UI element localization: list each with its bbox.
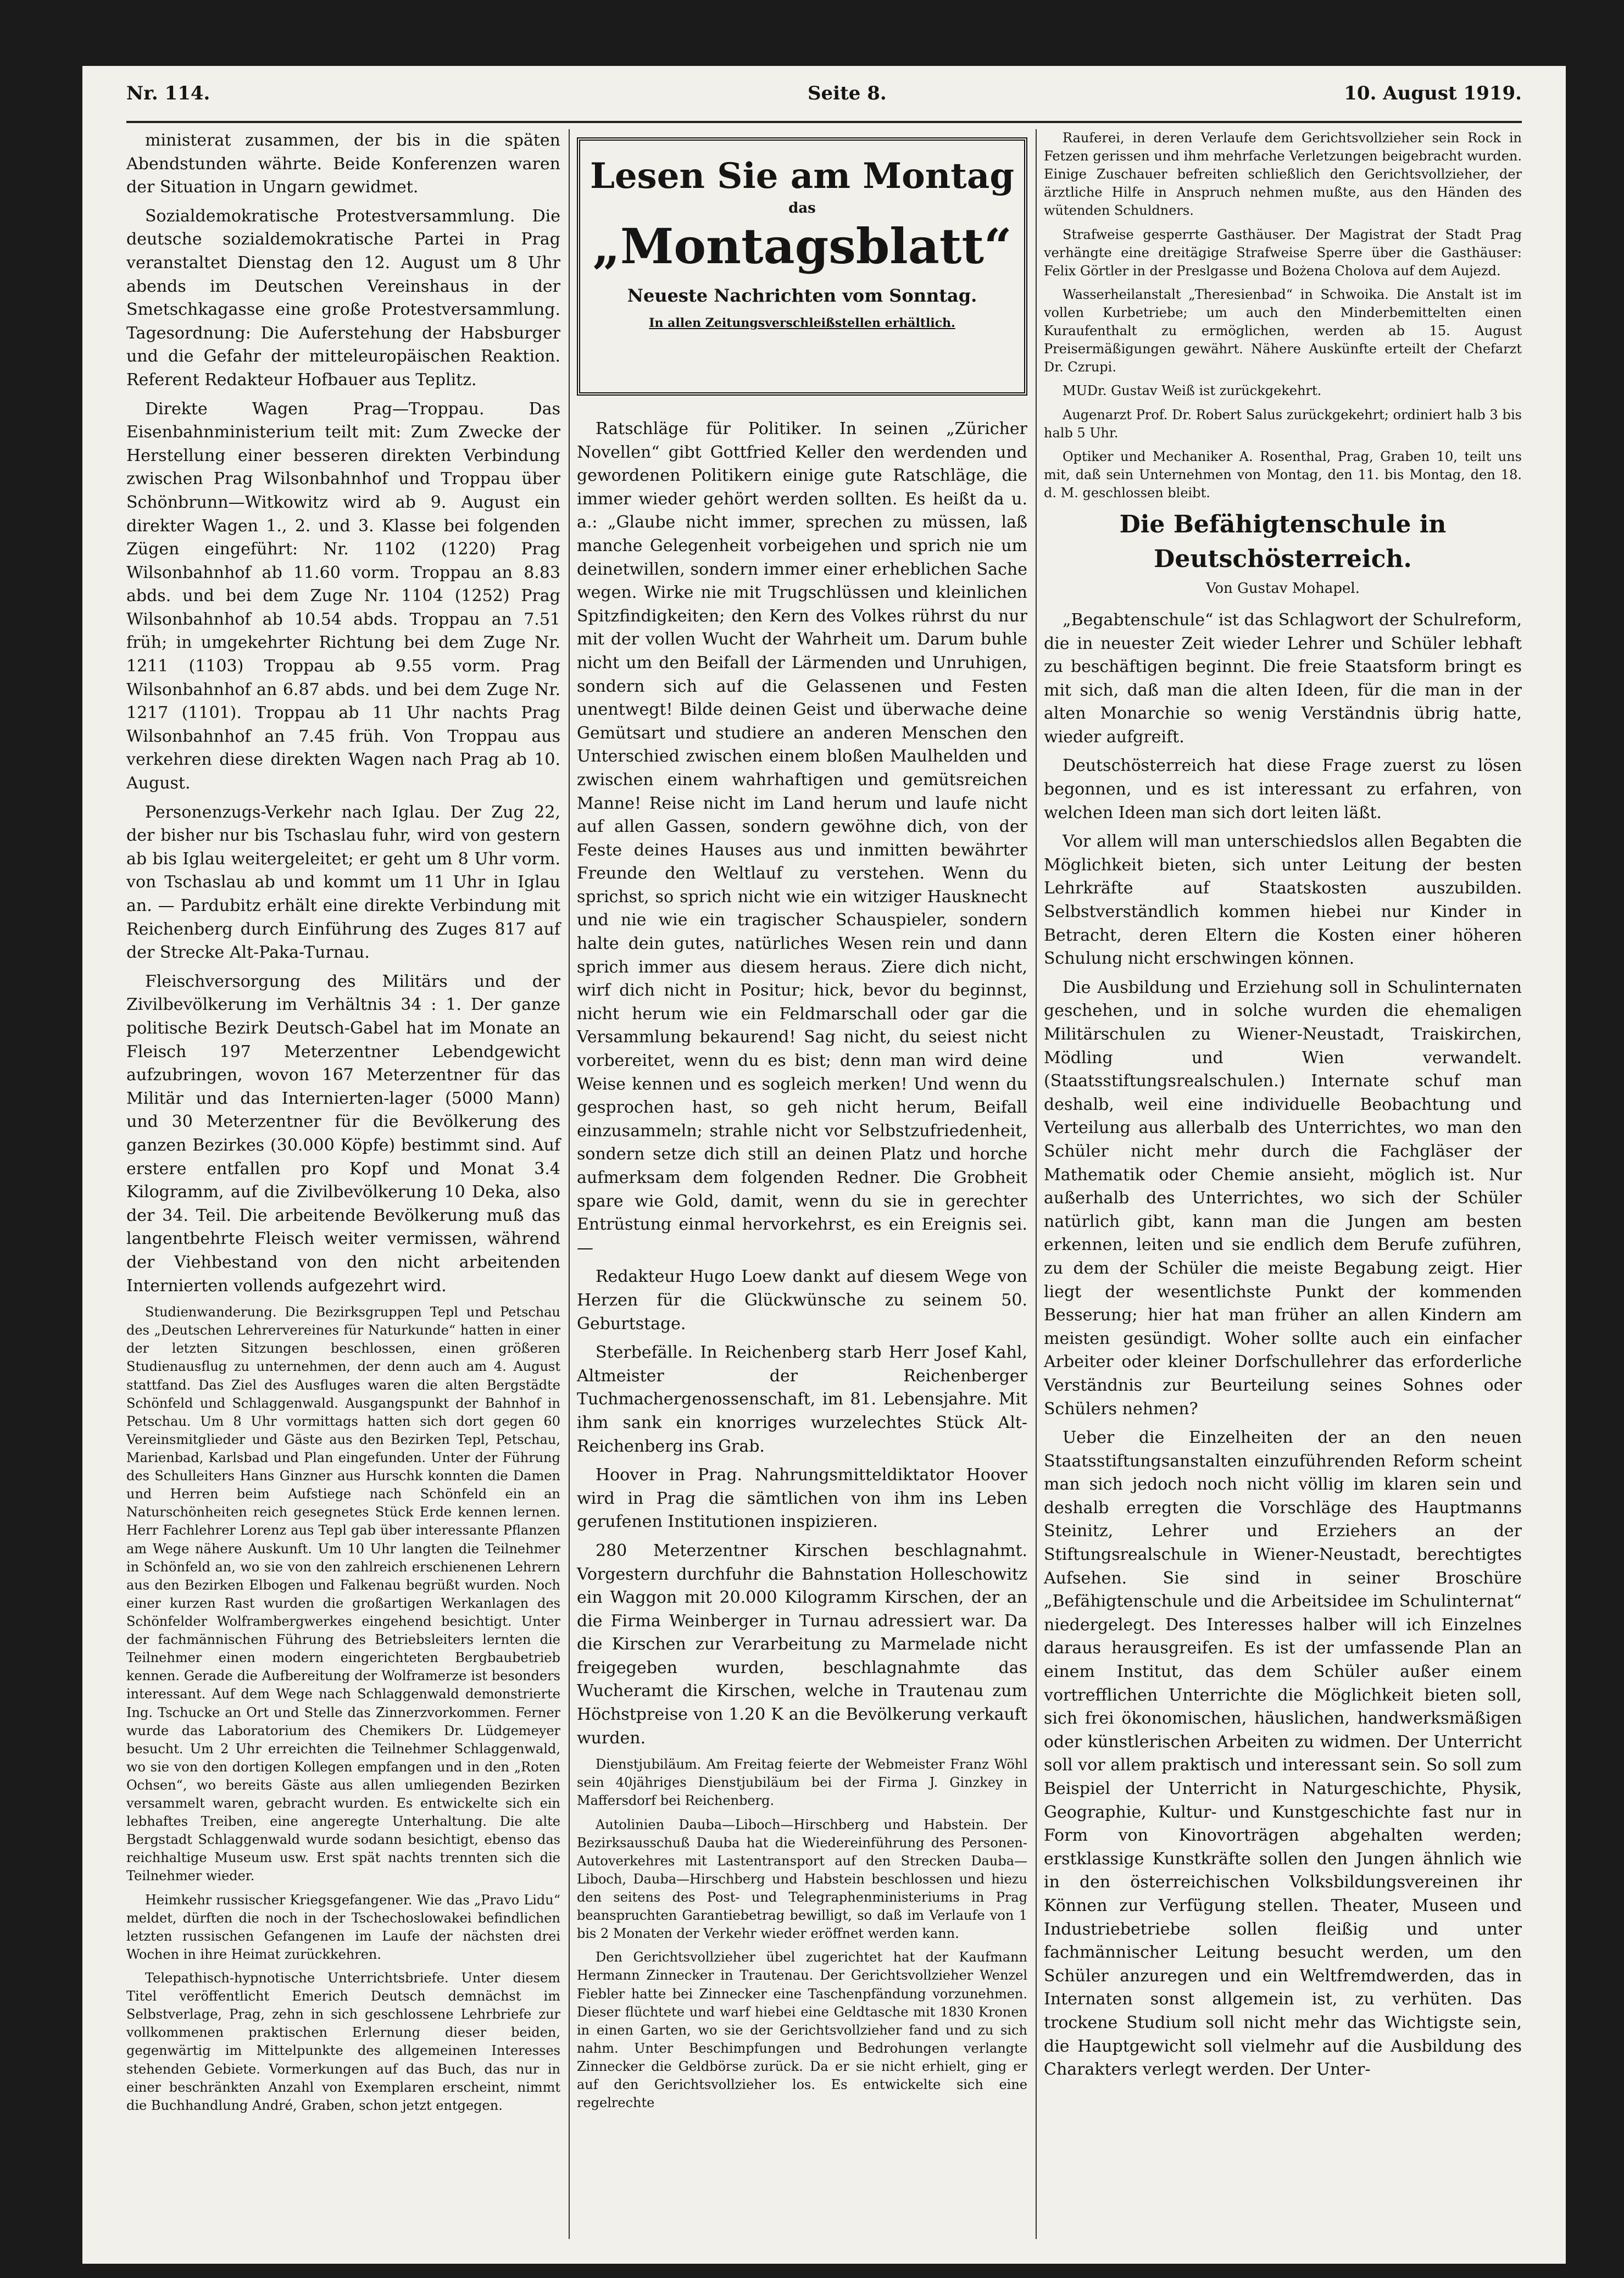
article-letters: Telepathisch-hypnotische Unterrichtsbriefe. Unter diesem Titel veröffentlicht Emerich Deutsch demnächst im Selbstverlage, Prag, zehn in sich geschlossene Lehrbriefe zur vollkommenen praktischen Erlernung dieser beiden, gegenwärtig im Mittelpunkte des allgemeinen Interesses stehenden Gebiete. Vormerkungen auf das Buch, das nur in einer beschränkten Anzahl von Exemplaren erscheint, nimmt die Buchhandlung André, Graben, schon jetzt entgegen. <box>126 1970 560 2113</box>
column-1 <box>126 129 560 2239</box>
issue-number: Nr. 114. <box>126 82 210 104</box>
page-header <box>126 82 1522 115</box>
article-hoover: Hoover in Prag. Nahrungsmitteldiktator Hoover wird in Prag die sämtlichen von ihm ins Leben gerufenen Institutionen inspizieren. <box>577 1465 1027 1532</box>
article-autolines: Autolinien Dauba—Liboch—Hirschberg und Habstein. Der Bezirksausschuß Dauba hat die Wiedereinführung des Personen-Autoverkehres mit Lastentransport auf den Strecken Dauba—Liboch, Dauba—Hirschberg und Habstein beschlossen und hiezu den seitens des Post- und Telegraphenministeriums in Prag beanspruchten Garantiebetrag bewilligt, so daß im Verlaufe von 1 bis 2 Monaten der Verkehr wieder eröffnet werden kann. <box>577 1816 1027 1942</box>
article-study-trip: Studienwanderung. Die Bezirksgruppen Tepl und Petschau des „Deutschen Lehrervereines für Naturkunde“ hatten in einer der letzten Sitzungen beschlossen, einen größeren Studienausflug zu unternehmen, der denn auch am 4. August stattfand. Das Ziel des Ausfluges waren die alten Bergstädte Schönfeld und Schlaggenwald. Ausgangspunkt der Bahnhof in Petschau. Um 8 Uhr vormittags hatten sich dort gegen 60 Vereinsmitglieder und Gäste aus den Bezirken Tepl, Petschau, Marienbad, Karlsbad und Plan eingefunden. Unter der Führung des Schulleiters Hans Ginzner aus Hurschk konnten die Damen und Herren beim Aufstiege nach Schönfeld ein an Naturschönheiten reich gesegnetes Stück Erde kennen lernen. Herr Fachlehrer Lorenz aus Tepl gab über interessante Pflanzen am Wege nähere Auskunft. Um 10 Uhr langten die Teilnehmer in Schönfeld an, wo sie von den zahlreich erschienenen Lehrern aus den Bezirken Elbogen und Falkenau begrüßt wurden. Noch einer kurzen Rast wurden die großartigen Werkanlagen des Schönfelder Wolframbergwerkes eingehend besichtigt. Unter der fachmännischen Führung des Betriebsleiters lernten die Teilnehmer einen modern eingerichteten Bergbaubetrieb kennen. Gerade die Aufbereitung der Wolframerze ist besonders interessant. Auf dem Wege nach Schlaggenwald demonstrierte Ing. Tschucke an Ort und Stelle das Zinnerzvorkommen. Ferner wurde das Laboratorium des Chemikers Dr. Lüdgemeyer besucht. Um 2 Uhr erreichten die Teilnehmer Schlaggenwald, wo sie von den dortigen Kollegen empfangen und in den „Roten Ochsen“, wo bereits Gäste aus allen umliegenden Bezirken versammelt waren, gebracht wurden. Es entwickelte sich ein lebhaftes Treiben, eine angeregte Unterhaltung. Die alte Bergstadt Schlaggenwald wurde sodann besichtigt, ebenso das reichhaltige Museum usw. Erst spät nachts trennten sich die Teilnehmer wieder. <box>126 1304 560 1884</box>
issue-date: 10. August 1919. <box>1344 82 1522 104</box>
column-divider <box>1036 129 1037 2239</box>
column-2 <box>577 418 1027 2236</box>
ad-line: Lesen Sie am Montag <box>589 155 1015 197</box>
article-paragraph: Vor allem will man unterschiedslos allen Begabten die Möglichkeit bieten, sich unter Leitung der besten Lehrkräfte auf Staatskosten auszubilden. Selbstverständlich kommen hiebei nur Kinder in Betracht, deren Eltern die Kosten einer höheren Schulung nicht erschwingen können. <box>1044 832 1522 969</box>
article-paragraph: Ueber die Einzelheiten der an den neuen Staatsstiftungsanstalten einzuführenden Reform scheint man sich jedoch noch nicht völlig im klaren sein und deshalb erregten die Vorschläge des Hauptmanns Steinitz, Lehrer und Erziehers an der Stiftungsrealschule in Wiener-Neustadt, berechtigtes Aufsehen. Sie sind in seiner Broschüre „Befähigtenschule und die Arbeitsidee im Schulinternat“ niedergelegt. Des Interesses halber will ich Einzelnes daraus herausgreifen. Es ist der umfassende Plan an einem Institut, das dem Schüler außer einem vortrefflichen Unterrichte die Möglichkeit bieten soll, sich frei ökonomischen, häuslichen, handwerksmäßigen oder künstlerischen Arbeiten zu widmen. Der Unterricht soll vor allem praktisch und interessant sein. So soll zum Beispiel der Unterricht in Naturgeschichte, Physik, Geographie, Kultur- und Kunstgeschichte fast nur in Form von Kinovorträgen abgehalten werden; erstklassige Kunstkräfte sollen den Jungen ähnlich wie in den österreichischen Volksbildungsvereinen ihr Können zur Verfügung stellen. Theater, Museen und Industriebetriebe sollen fleißig und unter fachmännischer Leitung besucht werden, um den Schüler anzuregen und ein Weltfremdwerden, das in Internaten sonst allgemein ist, zu verhüten. Das trockene Studium soll nicht mehr das Wichtigste sein, die Hauptgewicht soll vielmehr auf die Ausbildung des Charakters verlegt werden. Der Unter- <box>1044 1428 1522 2080</box>
newspaper-page <box>82 66 1566 2264</box>
article-prisoners: Heimkehr russischer Kriegsgefangener. Wie das „Pravo Lidu“ meldet, dürften die noch in der Tschechoslowakei befindlichen letzten russischen Gefangenen im Laufe der nächsten drei Wochen in ihre Heimat zurückkehren. <box>126 1892 560 1962</box>
column-divider <box>569 129 570 2239</box>
article-direct-coaches: Direkte Wagen Prag—Troppau. Das Eisenbahnministerium teilt mit: Zum Zwecke der Herstellung einer besseren direkten Verbindung zwischen Prag Wilsonbahnhof und Troppau über Schönbrunn—Witkowitz wird ab 9. August ein direkter Wagen 1., 2. und 3. Klasse bei folgenden Zügen eingeführt: Nr. 1102 (1220) Prag Wilsonbahnhof ab 11.60 vorm. Troppau an 8.83 abds. und bei dem Zuge Nr. 1104 (1252) Prag Wilsonbahnhof ab 10.54 abds. Troppau an 7.51 früh; in umgekehrter Richtung bei dem Zuge Nr. 1211 (1103) Troppau ab 9.55 vorm. Prag Wilsonbahnhof an 6.87 abds. und bei dem Zuge Nr. 1217 (1101). Troppau ab 11 Uhr nachts Prag Wilsonbahnhof an 7.45 früh. Von Troppau aus verkehren diese direkten Wagen nach Prag ab 10. August. <box>126 399 560 793</box>
article-spa: Wasserheilanstalt „Theresienbad“ in Schwoika. Die Anstalt ist im vollen Kurbetriebe; um auch den Minderbemittelten einen Kuraufenthalt zu ermöglichen, werden ab 15. August Preisermäßigungen gewährt. Nähere Auskünfte erteilt der Chefarzt Dr. Czrupi. <box>1044 286 1522 375</box>
montagsblatt-advertisement <box>577 137 1027 396</box>
article-byline: Von Gustav Mohapel. <box>1206 580 1360 597</box>
article-advice-politicians: Ratschläge für Politiker. In seinen „Züricher Novellen“ gibt Gottfried Keller den werdenden und gewordenen Politikern einige gute Ratschläge, die immer wieder gehört werden sollten. Es heißt da u. a.: „Glaube nicht immer, sprechen zu müssen, laß manche Gelegenheit vorbeigehen und sprich nie um deinetwillen, sondern immer einer erheblichen Sache wegen. Wirke nie mit Trugschlüssen und kleinlichen Spitzfindigkeiten; den Kern des Volkes rührst du nur mit der vollen Wucht der Wahrheit um. Darum buhle nicht um den Beifall der Lärmenden und Unruhigen, sondern sich auf die Gelassenen und Festen unentwegt! Bilde deinen Geist und überwache deine Gemütsart und studiere an anderen Menschen den Unterschied zwischen einem bloßen Maulhelden und zwischen einem wahrhaftigen und gemütsreichen Manne! Reise nicht im Land herum und laufe nicht auf allen Gassen, sondern gewöhne dich, von der Feste deines Hauses aus und inmitten bewährter Freunde den Weltlauf zu verstehen. Wenn du sprichst, so sprich nicht wie ein witziger Hausknecht und nie wie ein tragischer Schauspieler, sondern halte dein gutes, natürliches Wesen rein und dann sprich immer aus diesem heraus. Ziere dich nicht, wirf dich nicht in Positur; hick, bevor du beginnst, nicht herum wie ein Feldmarschall oder gar die Versammlung bekaurend! Sag nicht, du seiest nicht vorbereitet, wenn du es bist; denn man wird deine Weise kennen und es sogleich merken! Und wenn du gesprochen hast, so geh nicht herum, Beifall einzusammeln; strahle nicht vor Selbstzufriedenheit, sondern setze dich still an deinen Platz und horche aufmerksam dem folgenden Redner. Die Grobheit spare wie Gold, damit, wenn du sie in gerechter Entrüstung einmal hervorkehrst, es ein Ereignis sei. — <box>577 419 1027 1258</box>
article-title: Die Befähigtenschule in Deutschösterreich. <box>1119 510 1447 573</box>
article-bailiff: Den Gerichtsvollzieher übel zugerichtet hat der Kaufmann Hermann Zinnecker in Trautenau. Der Gerichtsvollzieher Wenzel Fiebler hatte bei Zinnecker eine Taschenpfändung vorzunehmen. Dieser flüchtete und warf hiebei eine Geldtasche mit 1830 Kronen in einen Garten, wo sie der Gerichtsvollzieher fand und zu sich nahm. Unter Beschimpfungen und Bedrohungen verlangte Zinnecker die Geldbörse zurück. Da er sie nicht erhielt, ging er auf den Gerichtsvollzieher los. Es entwickelte sich eine regelrechte <box>577 1949 1027 2111</box>
ad-title: „Montagsblatt“ <box>592 218 1012 275</box>
article-paragraph: Deutschösterreich hat diese Frage zuerst zu lösen begonnen, und es ist interessant zu erfahren, von welchen Ideen man sich dort leiten läßt. <box>1044 756 1522 823</box>
notice: Augenarzt Prof. Dr. Robert Salus zurückgekehrt; ordiniert halb 3 bis halb 5 Uhr. <box>1044 407 1522 441</box>
page-number: Seite 8. <box>808 82 887 104</box>
ad-note: In allen Zeitungsverschleißstellen erhältlich. <box>649 316 955 331</box>
article-protest-meeting: Sozialdemokratische Protestversammlung. Die deutsche sozialdemokratische Partei in Prag veranstaltet Dienstag den 12. August um 8 Uhr abends im Deutschen Vereinshaus in der Smetschkagasse eine große Protestversammlung. Tagesordnung: Die Auferstehung der Habsburger und die Gefahr der mitteleuropäischen Reaktion. Referent Redakteur Hofbauer aus Teplitz. <box>126 206 560 390</box>
article-meat-supply: Fleischversorgung des Militärs und der Zivilbevölkerung im Verhältnis 34 : 1. Der ganze politische Bezirk Deutsch-Gabel hat im Monate an Fleisch 197 Meterzentner Lebendgewicht aufzubringen, wovon 167 Meterzentner für das Militär und das Internierten-lager (5000 Mann) und 30 Meterzentner für die Bevölkerung des ganzen Bezirkes (30.000 Köpfe) bestimmt sind. Auf erstere entfallen pro Kopf und Monat 3.4 Kilogramm, auf die Zivilbevölkerung 10 Deka, also der 34. Teil. Die arbeitende Bevölkerung muß das langentbehrte Fleisch weiter vermissen, während der Viehbestand von den nicht arbeitenden Internierten vollends aufgezehrt wird. <box>126 971 560 1296</box>
notice: Optiker und Mechaniker A. Rosenthal, Prag, Graben 10, teilt uns mit, daß sein Unternehmen von Montag, den 11. bis Montag, den 18. d. M. geschlossen bleibt. <box>1044 448 1522 501</box>
header-rule <box>126 121 1522 123</box>
ad-line: das <box>788 200 816 217</box>
article-text: Rauferei, in deren Verlaufe dem Gerichtsvollzieher sein Rock in Fetzen gerissen und ihm mehrfache Verletzungen beigebracht wurden. Einige Zuschauer befreiten schließlich den Gerichtsvollzieher, der ärztliche Hilfe in Anspruch nehmen mußte, aus den Händen des wütenden Schuldners. <box>1044 130 1522 219</box>
article-paragraph: „Begabtenschule“ ist das Schlagwort der Schulreform, die in neuester Zeit wieder Lehrer und Schüler lebhaft zu beschäftigen beginnt. Die freie Staatsform bringt es mit sich, daß man die alten Ideen, für die man in der alten Monarchie so wenig Verständnis übrig hatte, wieder aufgreift. <box>1044 610 1522 747</box>
article-closed-inns: Strafweise gesperrte Gasthäuser. Der Magistrat der Stadt Prag verhängte eine dreitägige Strafweise Sperre über die Gasthäuser: Felix Görtler in der Preslgasse und Bożena Cholova auf dem Aujezd. <box>1044 226 1522 279</box>
ad-subtitle: Neueste Nachrichten vom Sonntag. <box>627 285 977 307</box>
article-thanks: Redakteur Hugo Loew dankt auf diesem Wege von Herzen für die Glückwünsche zu seinem 50. Geburtstage. <box>577 1267 1027 1334</box>
article-cherries: 280 Meterzentner Kirschen beschlagnahmt. Vorgestern durchfuhr die Bahnstation Holleschowitz ein Waggon mit 20.000 Kilogramm Kirschen, der an die Firma Weinberger in Turnau adressiert war. Da die Kirschen zur Verarbeitung zu Marmelade nicht freigegeben wurden, beschlagnahmte das Wucheramt die Kirschen, welche in Trautenau zum Höchstpreise von 1.20 K an die Bevölkerung verkauft wurden. <box>577 1541 1027 1748</box>
article-paragraph: Die Ausbildung und Erziehung soll in Schulinternaten geschehen, und in solche wurden die ehemaligen Militärschulen zu Wiener-Neustadt, Traiskirchen, Mödling und Wien verwandelt. (Staatsstiftungsrealschulen.) Internate schuf man deshalb, weil eine individuelle Beobachtung und Verteilung aus allerbalb des Unterrichtes, wo man den Schüler nicht mehr durch die Fachgläser der Mathematik oder Chemie ansieht, möglich ist. Nur außerhalb des Unterrichtes, wo sich der Schüler natürlich gibt, kann man die Jungen am besten erkennen, leiten und sie endlich dem Berufe zuführen, zu dem der Schüler die meiste Begabung zeigt. Hier liegt der wesentlichste Punkt der kommenden Besserung; hier hat man früher an allen Kindern am meisten gesündigt. Woher sollte auch ein einfacher Arbeiter oder kleiner Dorfschullehrer das erforderliche Verständnis zur Beurteilung seines Sohnes oder Schülers nehmen? <box>1044 977 1522 1419</box>
article-deaths: Sterbefälle. In Reichenberg starb Herr Josef Kahl, Altmeister der Reichenberger Tuchmachergenossenschaft, im 81. Lebensjahre. Mit ihm sank ein knorriges wurzelechtes Stück Alt-Reichenberg ins Grab. <box>577 1343 1027 1456</box>
article-text: ministerat zusammen, der bis in die späten Abendstunden währte. Beide Konferenzen waren der Situation in Ungarn gewidmet. <box>126 131 560 197</box>
column-3 <box>1044 129 1522 2239</box>
notice: MUDr. Gustav Weiß ist zurückgekehrt. <box>1063 383 1322 399</box>
article-passenger-train: Personenzugs-Verkehr nach Iglau. Der Zug 22, der bisher nur bis Tschaslau fuhr, wird von gestern ab bis Iglau weitergeleitet; er geht um 8 Uhr vorm. von Tschaslau ab und kommt um 11 Uhr in Iglau an. — Pardubitz erhält eine direkte Verbindung mit Reichenberg durch Einführung des Zuges 817 auf der Strecke Alt-Paka-Turnau. <box>126 802 560 963</box>
article-jubilee: Dienstjubiläum. Am Freitag feierte der Webmeister Franz Wöhl sein 40jähriges Dienstjubiläum bei der Firma J. Ginzkey in Maffersdorf bei Reichenberg. <box>577 1757 1027 1809</box>
